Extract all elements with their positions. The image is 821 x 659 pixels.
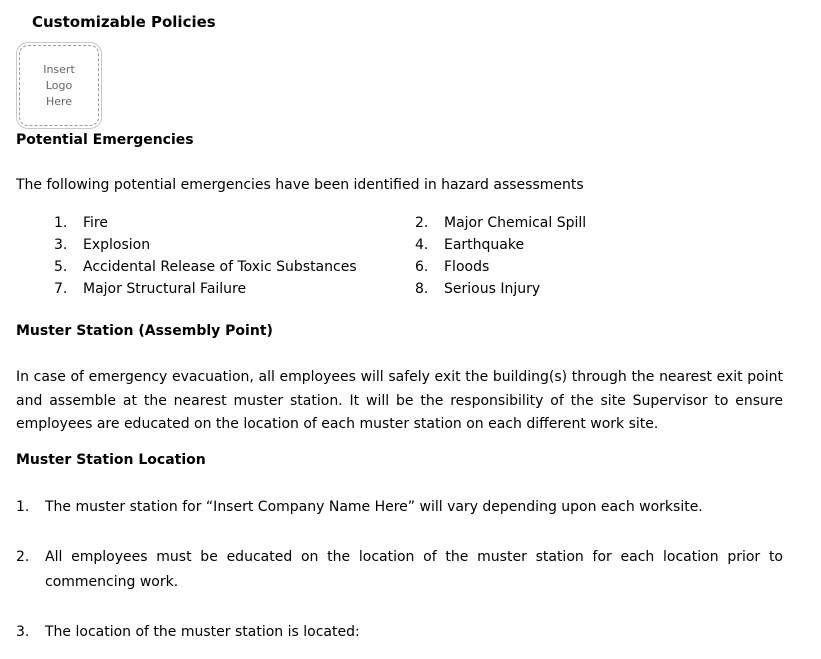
numbered-item-number: 1. [16,499,30,515]
numbered-item [16,545,783,595]
list-item-label: Fire [83,215,108,231]
emergency-list [54,213,695,301]
muster-station-paragraph: In case of emergency evacuation, all employees will safely exit the building(s) through the nearest exit point and assemble at the nearest muster station. It will be the responsibility of the site Supervisor to ensure employees are educated on the location of each muster station on each different work site. [16,369,783,432]
list-item [415,235,695,257]
list-item-number: 3. [54,237,68,253]
muster-station-heading: Muster Station (Assembly Point) [16,323,273,339]
list-item-number: 8. [415,281,429,297]
list-item-number: 5. [54,259,68,275]
list-item-number: 4. [415,237,429,253]
numbered-item [16,495,783,520]
list-item-label: Floods [444,259,490,275]
list-item-label: Explosion [83,237,151,253]
numbered-item-number: 3. [16,624,30,640]
list-item [54,213,415,235]
page-title: Customizable Policies [32,13,216,31]
list-item-label: Major Structural Failure [83,281,247,297]
numbered-item-text: The location of the muster station is located: [45,624,360,640]
list-item-label: Serious Injury [444,281,541,297]
list-item-number: 7. [54,281,68,297]
list-item-label: Major Chemical Spill [444,215,587,231]
numbered-item [16,620,783,645]
numbered-item-text: The muster station for “Insert Company Name Here” will vary depending upon each worksite. [45,499,703,515]
list-item-label: Accidental Release of Toxic Substances [83,259,357,275]
list-item [54,235,415,257]
logo-placeholder-text: Insert Logo Here [43,62,75,108]
muster-location-heading: Muster Station Location [16,452,206,468]
potential-emergencies-heading: Potential Emergencies [16,132,194,148]
numbered-item-number: 2. [16,549,30,565]
list-item [415,257,695,279]
list-item-number: 2. [415,215,429,231]
logo-placeholder [19,45,99,126]
list-item [415,213,695,235]
list-item [54,257,415,279]
potential-emergencies-intro: The following potential emergencies have been identified in hazard assessments [16,177,584,193]
list-item-label: Earthquake [444,237,525,253]
list-item [54,279,415,301]
numbered-item-text: All employees must be educated on the location of the muster station for each location prior to commencing work. [45,549,783,590]
list-item-number: 1. [54,215,68,231]
list-item-number: 6. [415,259,429,275]
list-item [415,279,695,301]
